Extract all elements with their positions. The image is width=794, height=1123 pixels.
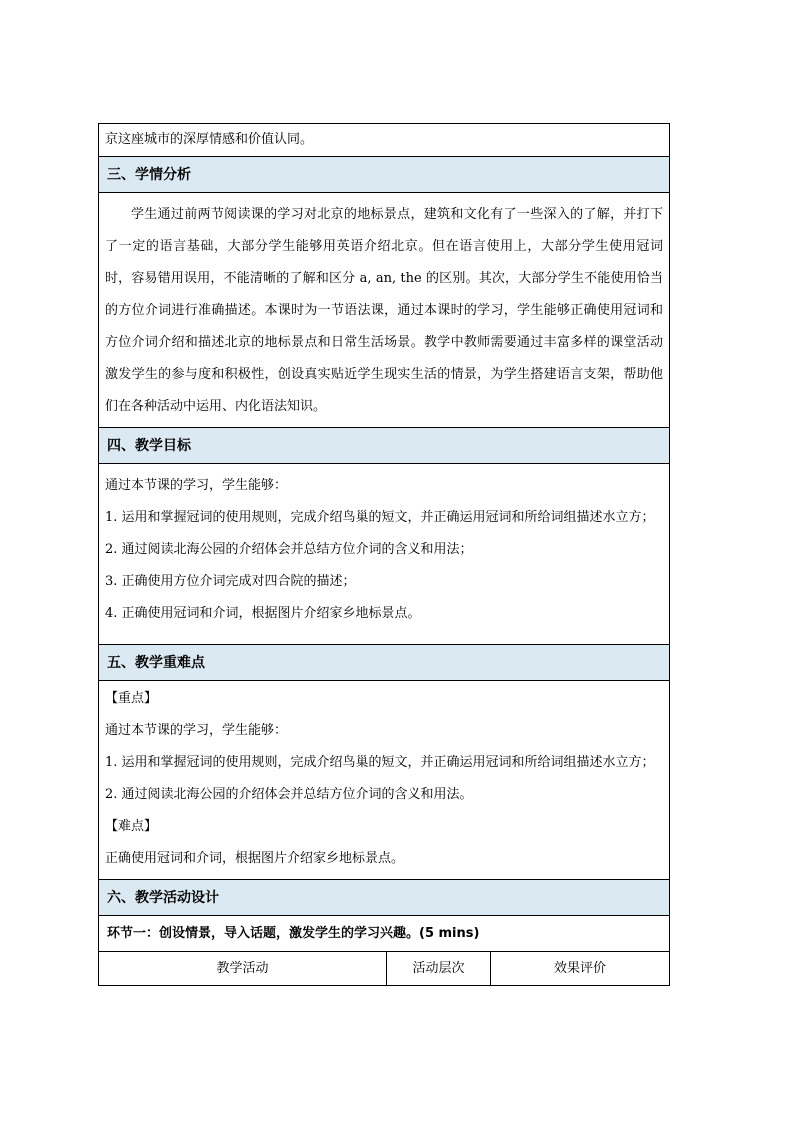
objective-item: 2. 通过阅读北海公园的介绍体会并总结方位介词的含义和用法； [105, 542, 473, 557]
section-4-header: 四、教学目标 [99, 427, 669, 463]
section-3-header: 三、学情分析 [99, 156, 669, 192]
difficult-points-text: 正确使用冠词和介词，根据图片介绍家乡地标景点。 [105, 851, 405, 866]
section-5-body [99, 680, 669, 879]
lesson-plan-table [98, 123, 670, 986]
stage-1-title: 环节一：创设情景，导入话题，激发学生的学习兴趣。(5 mins) [99, 915, 669, 951]
column-header-evaluation: 效果评价 [490, 952, 669, 985]
key-points-label: 【重点】 [105, 691, 158, 706]
objectives-intro: 通过本节课的学习，学生能够： [105, 478, 288, 493]
activity-table-header [99, 951, 669, 985]
difficult-points-label: 【难点】 [105, 819, 158, 834]
objective-item: 4. 正确使用冠词和介词，根据图片介绍家乡地标景点。 [105, 606, 421, 621]
key-points-intro: 通过本节课的学习，学生能够： [105, 723, 288, 738]
column-header-activity: 教学活动 [216, 961, 269, 976]
top-row-text: 京这座城市的深厚情感和价值认同。 [105, 132, 314, 147]
section-6-header: 六、教学活动设计 [99, 879, 669, 915]
key-point-item: 2. 通过阅读北海公园的介绍体会并总结方位介词的含义和用法。 [105, 787, 473, 802]
objective-item: 3. 正确使用方位介词完成对四合院的描述； [105, 574, 356, 589]
top-row [99, 124, 669, 156]
key-point-item: 1. 运用和掌握冠词的使用规则，完成介绍鸟巢的短文，并正确运用冠词和所给词组描述水立方； [105, 755, 655, 770]
objective-item: 1. 运用和掌握冠词的使用规则，完成介绍鸟巢的短文，并正确运用冠词和所给词组描述水立方； [105, 510, 655, 525]
section-3-body [99, 192, 669, 427]
column-header-level: 活动层次 [386, 952, 490, 985]
section-4-body [99, 463, 669, 644]
learner-analysis-paragraph: 学生通过前两节阅读课的学习对北京的地标景点，建筑和文化有了一些深入的了解，并打下了一定的语言基础，大部分学生能够用英语介绍北京。但在语言使用上，大部分学生使用冠词时，容易错用误用，不能清晰的了解和区分 a, an, the 的区别。其次，大部分学生不能使用恰当的方位介词进行准确描述。本课时为一节语法课，通过本课时的学习，学生能够正确使用冠词和方位介词介绍和描述北京的地标景点和日常生活场景。教学中教师需要通过丰富多样的课堂活动激发学生的参与度和积极性，创设真实贴近学生现实生活的情景，为学生搭建语言支架，帮助他们在各种活动中运用、内化语法知识。 [105, 207, 663, 414]
document-page [98, 123, 670, 986]
section-5-header: 五、教学重难点 [99, 644, 669, 680]
